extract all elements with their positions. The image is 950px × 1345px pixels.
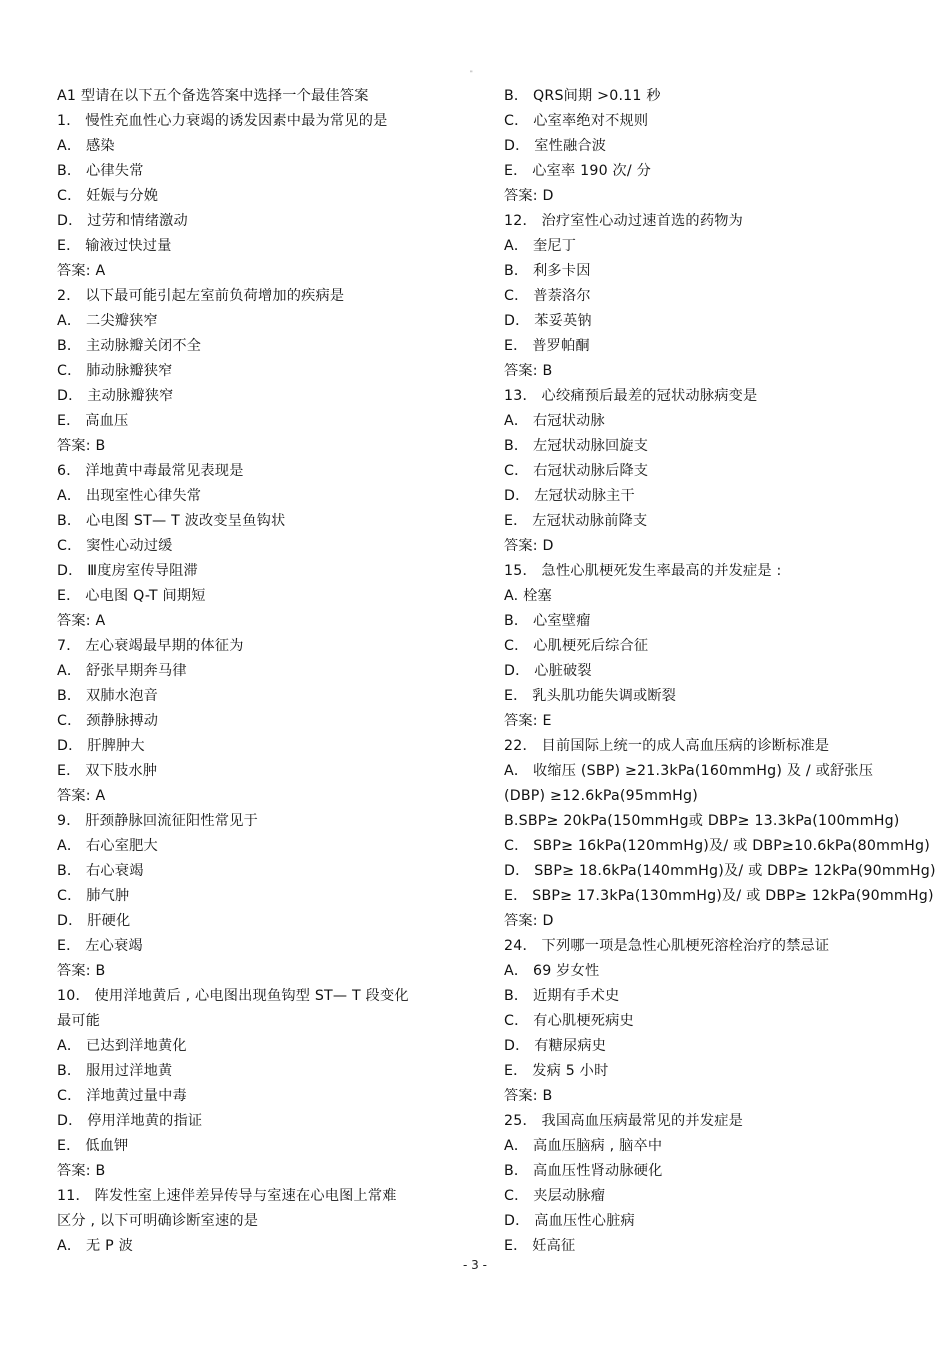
text-line: D． 停用洋地黄的指证 <box>57 1113 203 1129</box>
text-line: 12． 治疗室性心动过速首选的药物为 <box>504 213 743 229</box>
text-line: D． 左冠状动脉主干 <box>504 488 635 504</box>
top-mark: " <box>470 70 473 77</box>
text-line: E． 心电图 Q-T 间期短 <box>57 588 206 604</box>
text-line: B.SBP≥ 20kPa(150mmHg或 DBP≥ 13.3kPa(100mmHg) <box>504 813 900 829</box>
text-line: 答案: B <box>504 363 553 379</box>
text-line: A． 二尖瓣狭窄 <box>57 313 158 329</box>
text-line: B． 近期有手术史 <box>504 988 620 1004</box>
text-line: 答案: D <box>504 913 554 929</box>
text-line: E． 妊高征 <box>504 1238 576 1254</box>
text-line: C． 心肌梗死后综合征 <box>504 638 649 654</box>
text-line: B． 高血压性肾动脉硬化 <box>504 1163 663 1179</box>
text-line: C． 肺气肿 <box>57 888 130 904</box>
text-line: E． 左心衰竭 <box>57 938 143 954</box>
text-line: A． 已达到洋地黄化 <box>57 1038 187 1054</box>
page-number: - 3 - <box>463 1258 487 1272</box>
text-line: D． 肝脾肿大 <box>57 738 145 754</box>
text-line: 答案: B <box>504 1088 553 1104</box>
text-line: C． 右冠状动脉后降支 <box>504 463 649 479</box>
text-line: C． 夹层动脉瘤 <box>504 1188 606 1204</box>
text-line: C． 普萘洛尔 <box>504 288 591 304</box>
text-line: 24． 下列哪一项是急性心肌梗死溶栓治疗的禁忌证 <box>504 938 830 954</box>
text-line: D． 肝硬化 <box>57 913 131 929</box>
text-line: D． 主动脉瓣狭窄 <box>57 388 174 404</box>
text-line: D． Ⅲ度房室传导阻滞 <box>57 563 198 579</box>
text-line: D． SBP≥ 18.6kPa(140mmHg)及/ 或 DBP≥ 12kPa(90mmHg) <box>504 863 936 879</box>
text-line: 答案: B <box>57 438 106 454</box>
text-line: E． 乳头肌功能失调或断裂 <box>504 688 677 704</box>
text-line: B． 利多卡因 <box>504 263 591 279</box>
text-line: 15． 急性心肌梗死发生率最高的并发症是 : <box>504 563 782 579</box>
text-line: (DBP) ≥12.6kPa(95mmHg) <box>504 788 698 804</box>
text-line: B． 心室壁瘤 <box>504 613 591 629</box>
text-line: 最可能 <box>57 1013 101 1029</box>
text-line: D． 高血压性心脏病 <box>504 1213 635 1229</box>
text-line: E． 高血压 <box>57 413 129 429</box>
text-line: A． 69 岁女性 <box>504 963 600 979</box>
text-line: C． 颈静脉搏动 <box>57 713 159 729</box>
text-line: 答案: A <box>57 263 106 279</box>
text-line: 22． 目前国际上统一的成人高血压病的诊断标准是 <box>504 738 830 754</box>
left-column <box>57 84 457 1259</box>
text-line: A． 感染 <box>57 138 115 154</box>
text-line: A. 栓塞 <box>504 588 552 604</box>
text-line: A． 舒张早期奔马律 <box>57 663 187 679</box>
text-line: 答案: B <box>57 963 106 979</box>
text-line: E． 发病 5 小时 <box>504 1063 609 1079</box>
text-line: 7． 左心衰竭最早期的体征为 <box>57 638 244 654</box>
text-line: A． 出现室性心律失常 <box>57 488 202 504</box>
text-line: D． 苯妥英钠 <box>504 313 592 329</box>
text-line: 答案: D <box>504 188 554 204</box>
text-line: 11． 阵发性室上速伴差异传导与室速在心电图上常难 <box>57 1188 397 1204</box>
text-line: D． 有糖尿病史 <box>504 1038 607 1054</box>
text-line: E． 低血钾 <box>57 1138 129 1154</box>
text-line: A． 奎尼丁 <box>504 238 577 254</box>
text-line: E． 输液过快过量 <box>57 238 172 254</box>
text-line: B． 主动脉瓣关闭不全 <box>57 338 202 354</box>
right-column <box>504 84 936 1259</box>
text-line: 答案: A <box>57 788 106 804</box>
text-line: B． 双肺水泡音 <box>57 688 158 704</box>
text-line: A． 高血压脑病 , 脑卒中 <box>504 1138 663 1154</box>
text-line: E． 左冠状动脉前降支 <box>504 513 648 529</box>
text-line: A． 无 P 波 <box>57 1238 133 1254</box>
text-line: C． 窦性心动过缓 <box>57 538 173 554</box>
text-line: 13． 心绞痛预后最差的冠状动脉病变是 <box>504 388 758 404</box>
text-line: 答案: D <box>504 538 554 554</box>
text-line: 答案: B <box>57 1163 106 1179</box>
text-line: B． 心电图 ST— T 波改变呈鱼钩状 <box>57 513 286 529</box>
text-line: E． 普罗帕酮 <box>504 338 590 354</box>
text-line: 答案: E <box>504 713 552 729</box>
text-line: 25． 我国高血压病最常见的并发症是 <box>504 1113 743 1129</box>
text-line: 2． 以下最可能引起左室前负荷增加的疾病是 <box>57 288 345 304</box>
text-line: A1 型请在以下五个备选答案中选择一个最佳答案 <box>57 88 369 104</box>
text-line: B． 服用过洋地黄 <box>57 1063 173 1079</box>
text-line: C． 洋地黄过量中毒 <box>57 1088 187 1104</box>
text-line: E． 心室率 190 次/ 分 <box>504 163 651 179</box>
text-line: 6． 洋地黄中毒最常见表现是 <box>57 463 244 479</box>
text-line: A． 右心室肥大 <box>57 838 158 854</box>
text-line: B． 左冠状动脉回旋支 <box>504 438 649 454</box>
text-line: C． 有心肌梗死病史 <box>504 1013 634 1029</box>
text-line: 答案: A <box>57 613 106 629</box>
text-line: 区分 , 以下可明确诊断室速的是 <box>57 1213 259 1229</box>
text-line: A． 右冠状动脉 <box>504 413 605 429</box>
text-line: C． 肺动脉瓣狭窄 <box>57 363 173 379</box>
text-line: 9． 肝颈静脉回流征阳性常见于 <box>57 813 258 829</box>
text-line: A． 收缩压 (SBP) ≥21.3kPa(160mmHg) 及 / 或舒张压 <box>504 763 874 779</box>
text-line: E． 双下肢水肿 <box>57 763 158 779</box>
text-line: B． 右心衰竭 <box>57 863 144 879</box>
text-line: 10． 使用洋地黄后 , 心电图出现鱼钩型 ST— T 段变化 <box>57 988 409 1004</box>
text-line: C． 心室率绝对不规则 <box>504 113 649 129</box>
text-line: 1． 慢性充血性心力衰竭的诱发因素中最为常见的是 <box>57 113 388 129</box>
text-line: C． 妊娠与分娩 <box>57 188 159 204</box>
text-line: B． QRS间期 >0.11 秒 <box>504 88 661 104</box>
text-line: D． 过劳和情绪激动 <box>57 213 188 229</box>
text-line: D． 室性融合波 <box>504 138 607 154</box>
text-line: D． 心脏破裂 <box>504 663 592 679</box>
text-line: B． 心律失常 <box>57 163 144 179</box>
text-line: C． SBP≥ 16kPa(120mmHg)及/ 或 DBP≥10.6kPa(80mmHg) <box>504 838 930 854</box>
text-line: E． SBP≥ 17.3kPa(130mmHg)及/ 或 DBP≥ 12kPa(90mmHg) <box>504 888 934 904</box>
